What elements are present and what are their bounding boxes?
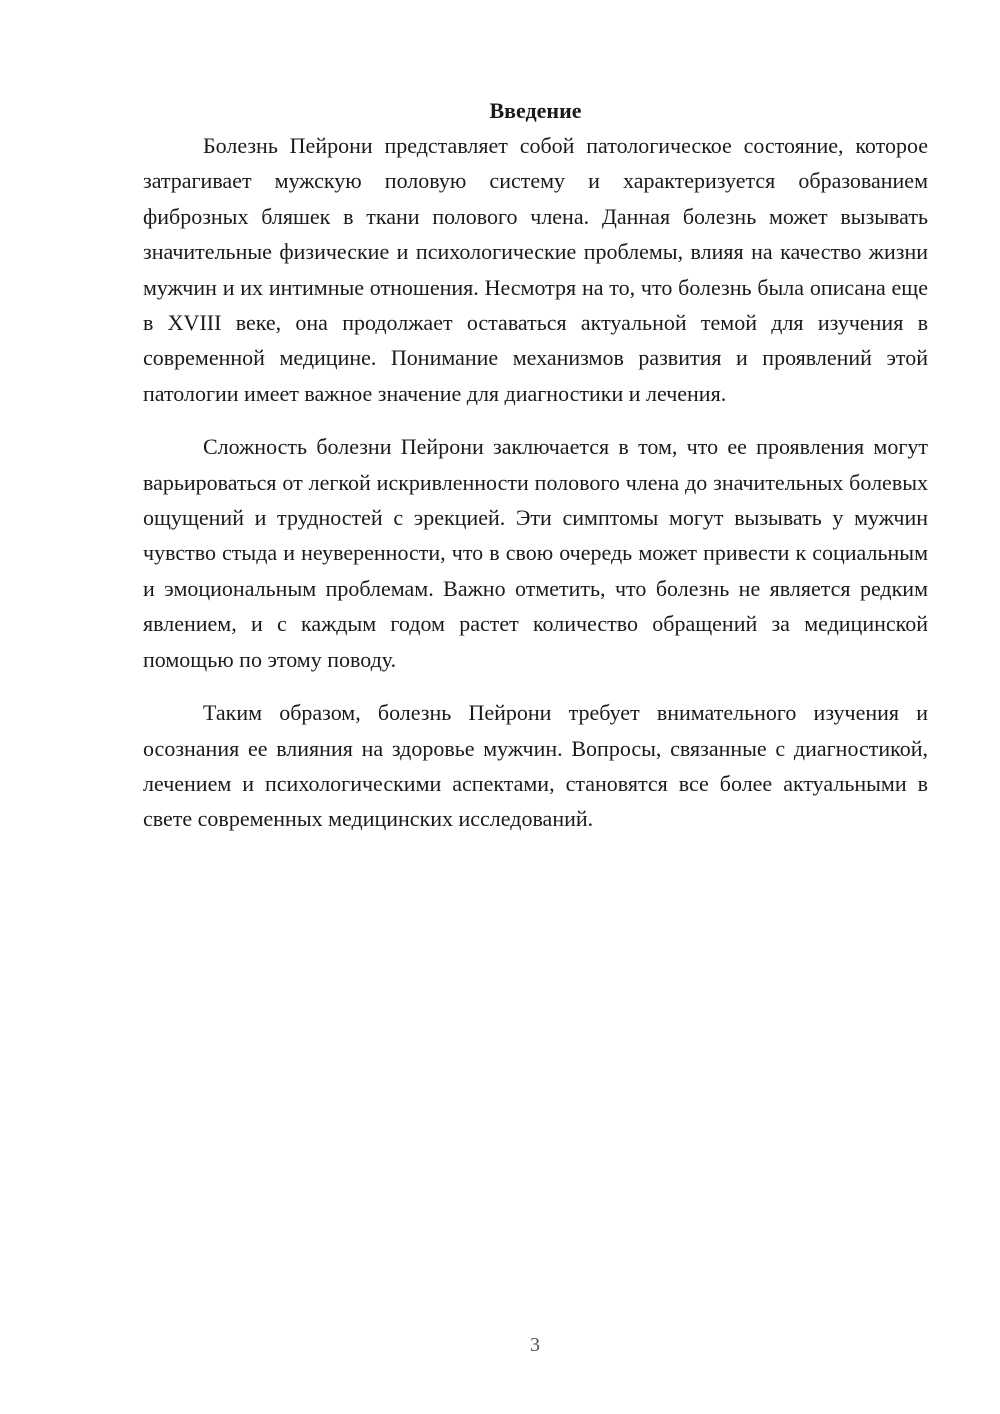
page-number: 3	[530, 1334, 540, 1356]
paragraph-3: Таким образом, болезнь Пейрони требует внимательного изучения и осознания ее влияния на здоровье мужчин. Вопросы, связанные с диагностикой, лечением и психологическими аспектами, становятся все более актуальными в свете современных медицинских исследований.	[143, 700, 928, 832]
page-content	[143, 96, 928, 855]
paragraph-1: Болезнь Пейрони представляет собой патологическое состояние, которое затрагивает мужскую половую систему и характеризуется образованием фиброзных бляшек в ткани полового члена. Данная болезнь может вызывать значительные физические и психологические проблемы, влияя на качество жизни мужчин и их интимные отношения. Несмотря на то, что болезнь была описана еще в XVIII веке, она продолжает оставаться актуальной темой для изучения в современной медицине. Понимание механизмов развития и проявлений этой патологии имеет важное значение для диагностики и лечения.	[143, 133, 928, 406]
section-title: Введение	[489, 98, 582, 123]
paragraph-2: Сложность болезни Пейрони заключается в том, что ее проявления могут варьироваться от легкой искривленности полового члена до значительных болевых ощущений и трудностей с эрекцией. Эти симптомы могут вызывать у мужчин чувство стыда и неуверенности, что в свою очередь может привести к социальным и эмоциональным проблемам. Важно отметить, что болезнь не является редким явлением, и с каждым годом растет количество обращений за медицинской помощью по этому поводу.	[143, 434, 928, 672]
